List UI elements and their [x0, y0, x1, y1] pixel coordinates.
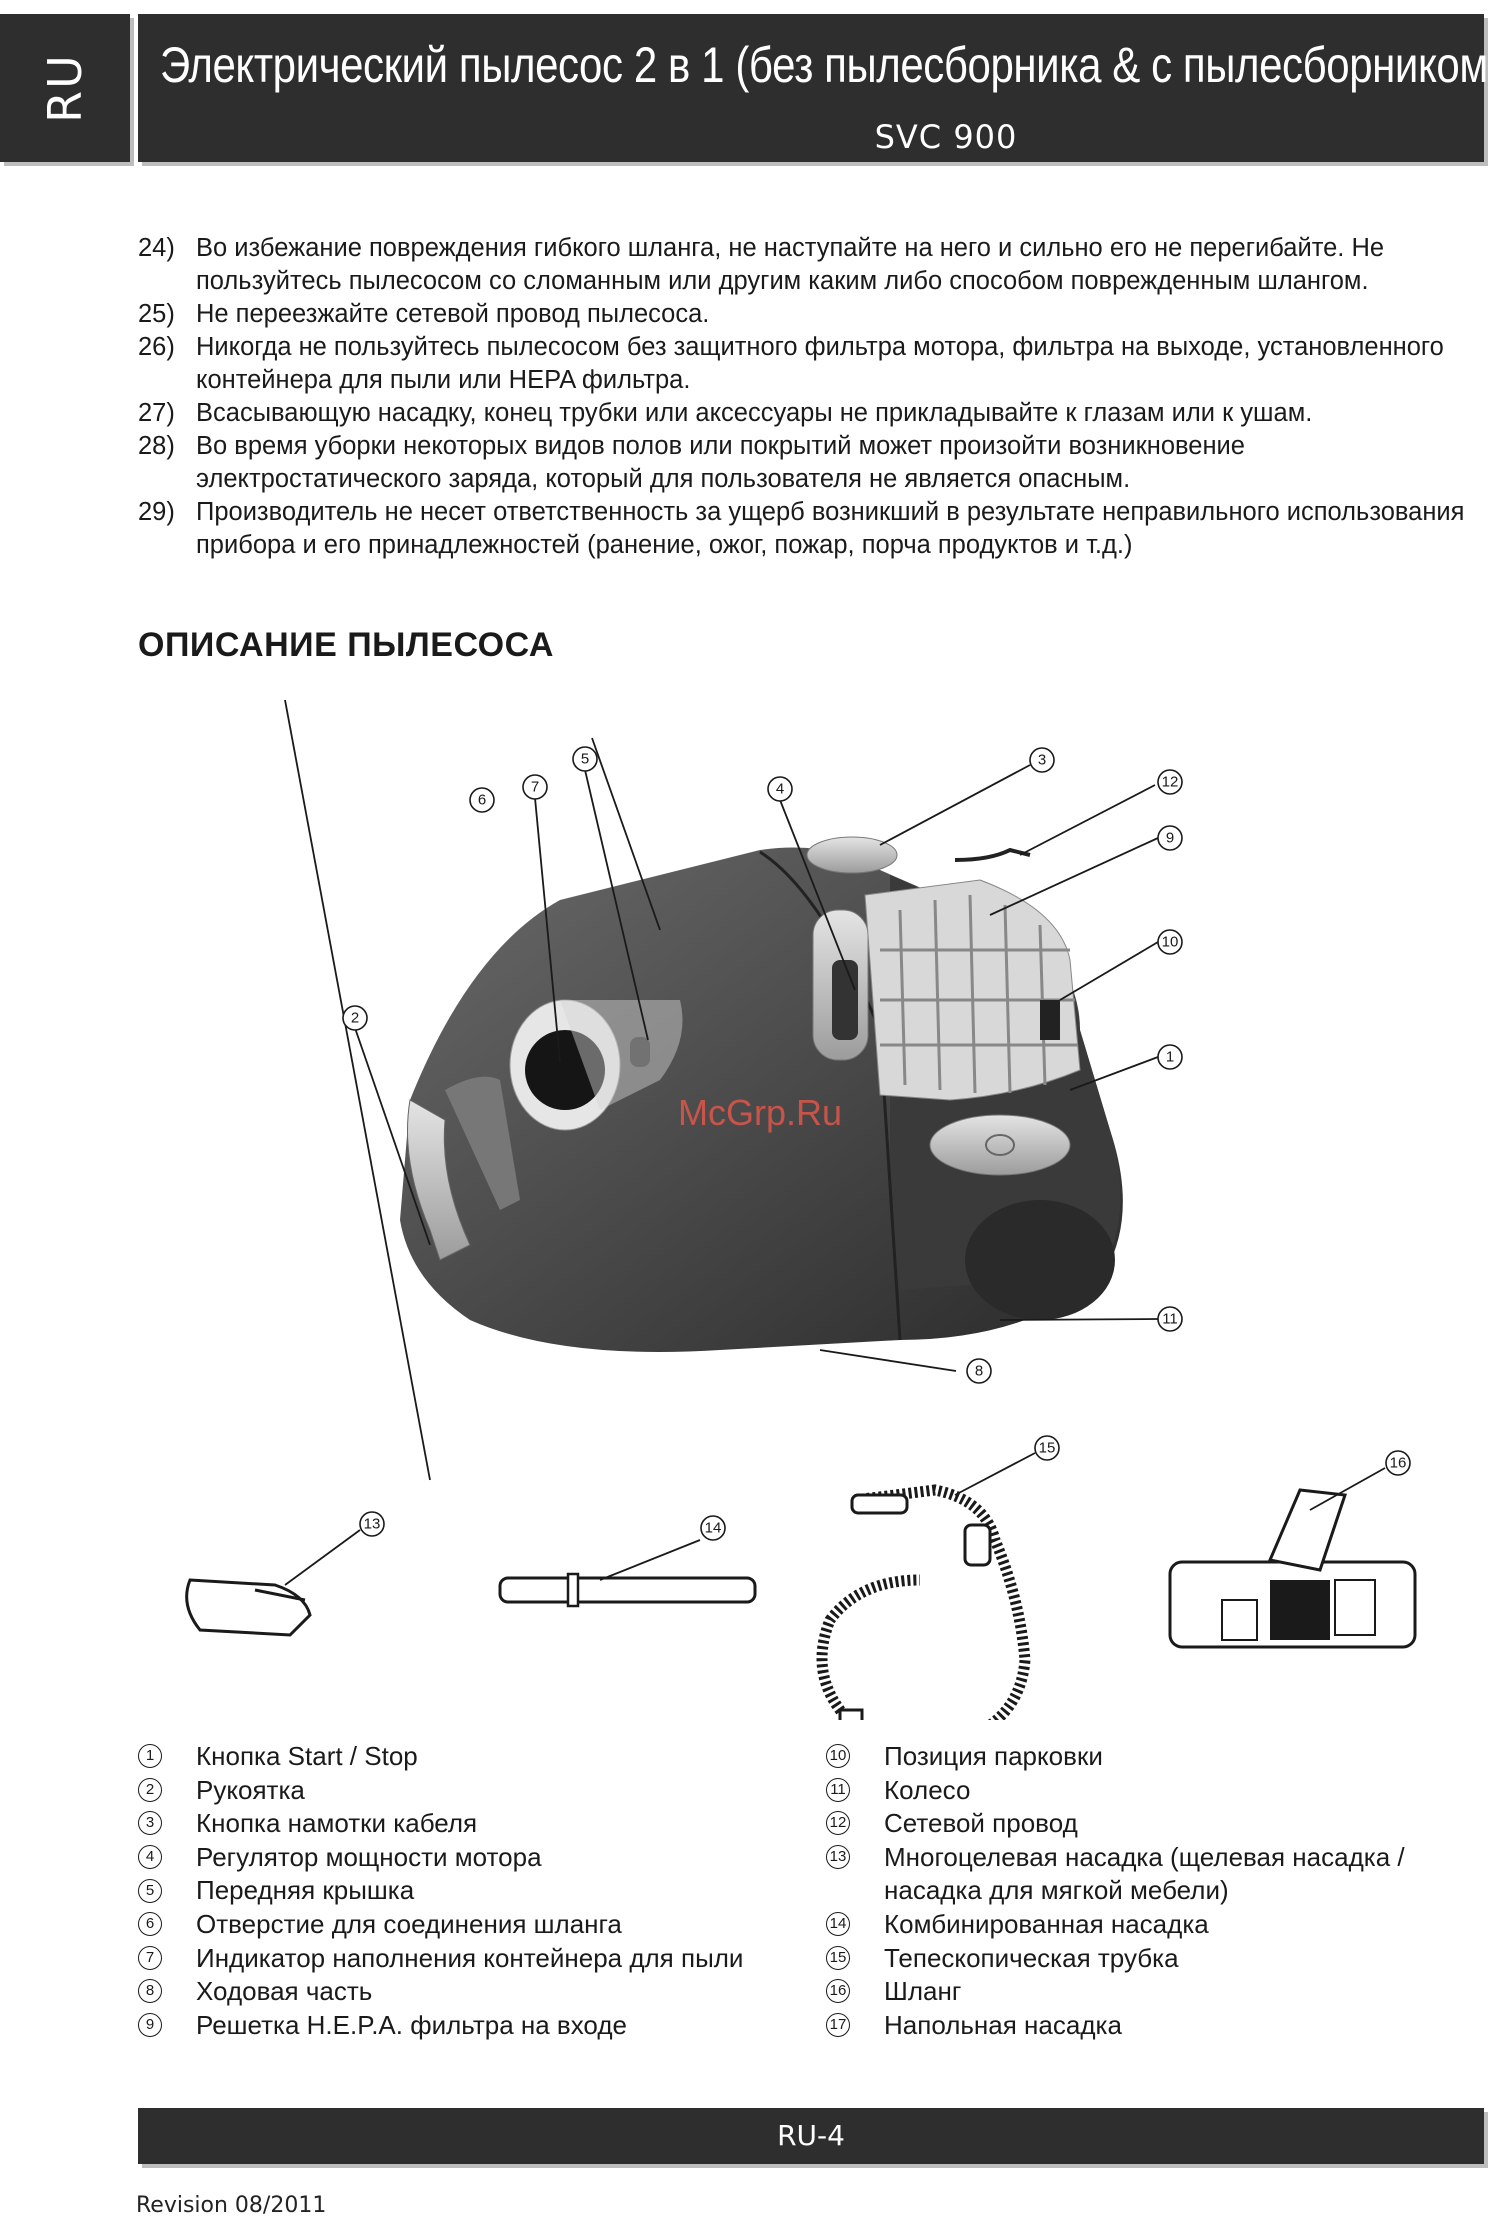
- svg-text:3: 3: [1037, 751, 1047, 769]
- svg-text:12: 12: [1161, 773, 1179, 791]
- list-item: 26) Никогда не пользуйтесь пылесосом без защитного фильтра мотора, фильтра на выходе, установленного контейнера для пыли или HEPA фильтра.: [138, 333, 1444, 394]
- list-item: 17 Напольная насадка: [826, 2009, 1466, 2043]
- list-item: 16 Шланг: [826, 1975, 1466, 2009]
- callout-4: [768, 777, 792, 801]
- start-stop-button: [930, 1115, 1070, 1175]
- list-item: 10 Позиция парковки: [826, 1740, 1466, 1774]
- list-item: 13 Многоцелевая насадка (щелевая насадка / насадка для мягкой мебели): [826, 1841, 1466, 1908]
- callout-1: [1158, 1045, 1182, 1069]
- callout-14: [701, 1516, 725, 1540]
- list-item: 12 Сетевой провод: [826, 1807, 1466, 1841]
- language-label: RU: [38, 53, 92, 123]
- callout-6: [470, 788, 494, 812]
- list-item: 24) Во избежание повреждения гибкого шланга, не наступайте на него и сильно его не перегибайте. Не пользуйтесь пылесосом со сломанным или другим каким либо способом поврежденным шлангом.: [138, 234, 1385, 295]
- callout-9: [1158, 826, 1182, 850]
- list-item: 3 Кнопка намотки кабеля: [138, 1807, 828, 1841]
- svg-text:14: 14: [704, 1519, 722, 1537]
- parking-slot: [1040, 1000, 1060, 1040]
- page-number: RU-4: [138, 2108, 1484, 2164]
- warnings-list: [138, 232, 1478, 562]
- watermark: McGrp.Ru: [677, 1092, 843, 1133]
- hose: [822, 1490, 1025, 1720]
- list-item: 29) Производитель не несет ответственность за ущерб возникший в результате неправильного использования прибора и его принадлежностей (ранение, ожог, пожар, порча продуктов и т.д.): [138, 498, 1465, 559]
- svg-text:4: 4: [775, 780, 785, 798]
- floor-nozzle: [1170, 1490, 1415, 1647]
- callout-7: [523, 775, 547, 799]
- list-item: 9 Решетка H.E.P.A. фильтра на входе: [138, 2009, 828, 2043]
- svg-text:16: 16: [1389, 1454, 1407, 1472]
- crevice-tool: [187, 1580, 310, 1635]
- extension-tube: [500, 1574, 755, 1606]
- list-item: 5 Передняя крышка: [138, 1874, 828, 1908]
- header-bar: [138, 14, 1502, 162]
- list-item: 7 Индикатор наполнения контейнера для пыли: [138, 1942, 828, 1976]
- svg-text:1: 1: [1165, 1048, 1175, 1066]
- callout-5: [573, 747, 597, 771]
- page-title: Электрический пылесос 2 в 1 (без пылесборника & с пылесборником): [160, 37, 1502, 93]
- svg-text:8: 8: [974, 1362, 984, 1380]
- hepa-grille: [865, 880, 1080, 1100]
- svg-text:11: 11: [1162, 1310, 1178, 1328]
- svg-text:7: 7: [530, 778, 540, 796]
- vacuum-diagram: [0, 700, 1505, 1720]
- list-item: 28) Во время уборки некоторых видов полов или покрытий может произойти возникновение электростатического заряда, который для пользователя не является опасным.: [138, 432, 1245, 493]
- parts-legend-left: [138, 1740, 828, 2042]
- list-item: 11 Колесо: [826, 1774, 1466, 1808]
- callout-2: [343, 1006, 367, 1030]
- list-item: 27) Всасывающую насадку, конец трубки или аксессуары не прикладывайте к глазам или к ушам.: [138, 399, 1313, 427]
- parts-legend-right: [826, 1740, 1466, 2042]
- list-item: 6 Отверстие для соединения шланга: [138, 1908, 828, 1942]
- model-name: SVC 900: [874, 118, 1018, 156]
- callout-12: [1158, 770, 1182, 794]
- callout-13: [360, 1512, 384, 1536]
- list-item: 25) Не переезжайте сетевой провод пылесоса.: [138, 300, 710, 328]
- svg-text:13: 13: [363, 1515, 381, 1533]
- list-item: 14 Комбинированная насадка: [826, 1908, 1466, 1942]
- language-tab: [0, 14, 130, 162]
- wheel: [965, 1200, 1115, 1320]
- svg-text:9: 9: [1165, 829, 1175, 847]
- power-cord: [955, 850, 1030, 860]
- svg-text:2: 2: [350, 1009, 360, 1027]
- callout-16: [1386, 1451, 1410, 1475]
- list-item: 15 Тепескопическая трубка: [826, 1942, 1466, 1976]
- svg-text:5: 5: [580, 750, 590, 768]
- callout-8: [967, 1359, 991, 1383]
- callout-15: [1035, 1436, 1059, 1460]
- list-item: 2 Рукоятка: [138, 1774, 828, 1808]
- svg-text:15: 15: [1038, 1439, 1056, 1457]
- list-item: 1 Кнопка Start / Stop: [138, 1740, 828, 1774]
- svg-text:6: 6: [477, 791, 487, 809]
- svg-text:10: 10: [1161, 933, 1179, 951]
- section-title: ОПИСАНИЕ ПЫЛЕСОСА: [138, 626, 554, 664]
- list-item: 4 Регулятор мощности мотора: [138, 1841, 828, 1875]
- power-regulator: [832, 960, 858, 1040]
- callout-10: [1158, 930, 1182, 954]
- list-item: 8 Ходовая часть: [138, 1975, 828, 2009]
- callout-11: [1158, 1307, 1182, 1331]
- callout-3: [1030, 748, 1054, 772]
- revision-label: Revision 08/2011: [136, 2193, 327, 2217]
